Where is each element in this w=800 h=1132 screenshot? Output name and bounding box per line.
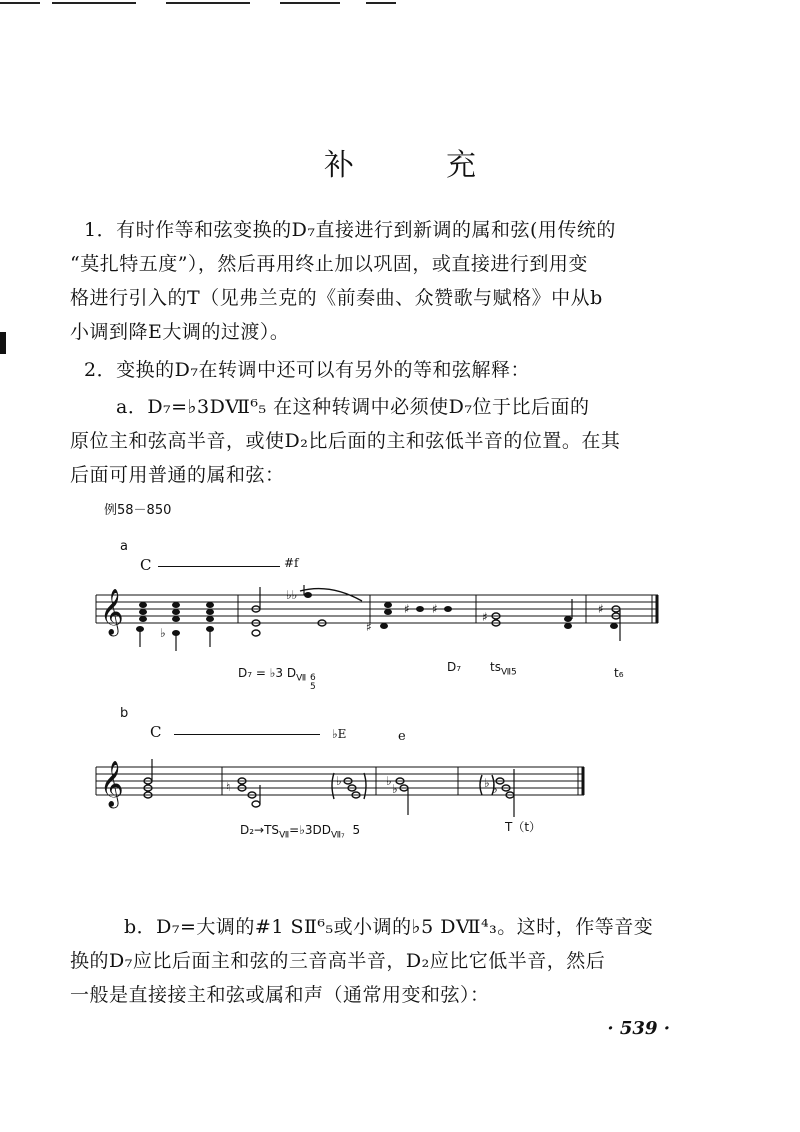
example-b-label: b [120, 706, 129, 721]
svg-text:♯: ♯ [404, 602, 410, 616]
svg-text:♭♭: ♭♭ [286, 588, 298, 602]
svg-text:𝄞: 𝄞 [100, 761, 124, 807]
analysis-a-2: D₇ [447, 660, 462, 674]
music-staff-a [0, 585, 800, 665]
svg-text:♭: ♭ [492, 782, 498, 796]
page-number: · 539 · [607, 1018, 670, 1039]
analysis-text: =♭3DD [289, 823, 331, 837]
header-rule [366, 2, 396, 4]
text-line: b．D₇=大调的#1 SⅡ⁶₅或小调的♭5 DⅦ⁴₃。这时，作等音变 [124, 916, 654, 938]
paragraph-a [70, 390, 710, 492]
svg-text:♯: ♯ [432, 602, 438, 616]
svg-text:♯: ♯ [482, 610, 488, 624]
text-line: “莫扎特五度”），然后再用终止加以巩固，或直接进行到用变 [70, 253, 588, 275]
analysis-text: D₂→TS [240, 823, 280, 837]
page-title [0, 140, 800, 184]
analysis-sub: Ⅶ5 [500, 667, 517, 678]
header-rule [280, 2, 340, 4]
analysis-sub: Ⅶ [279, 830, 290, 841]
key-from-label: C [150, 723, 162, 741]
svg-text:♯: ♯ [598, 602, 604, 616]
analysis-a-4: t₆ [614, 666, 624, 680]
analysis-text: 5 [352, 823, 361, 837]
title-char: 补 [324, 148, 354, 183]
paragraph-b [70, 910, 710, 1012]
analysis-sub: Ⅶ [296, 673, 307, 684]
text-line: 2．变换的D₇在转调中还可以有另外的等和弦解释： [84, 359, 530, 381]
analysis-a-3 [490, 660, 517, 677]
modulation-line [158, 566, 280, 567]
key-to-label: e [398, 729, 406, 744]
analysis-text: D₇ = ♭3 D [238, 666, 297, 680]
key-mid-label: ♭E [332, 727, 347, 741]
analysis-text: ts [490, 660, 501, 674]
svg-text:♭: ♭ [336, 774, 342, 788]
svg-text:♭: ♭ [484, 776, 490, 790]
text-line: 原位主和弦高半音，或使D₂比后面的主和弦低半音的位置。在其 [70, 430, 621, 452]
figure-top: 6 [310, 673, 316, 683]
analysis-b-1 [240, 823, 360, 840]
svg-text:𝄞: 𝄞 [100, 589, 124, 635]
text-line: 换的D₇应比后面主和弦的三音高半音，D₂应比它低半音，然后 [70, 950, 606, 972]
figure-bottom: 5 [310, 682, 316, 692]
text-line: 格进行引入的T（见弗兰克的《前奏曲、众赞歌与赋格》中从b [70, 287, 603, 309]
text-line: 小调到降E大调的过渡）。 [70, 321, 290, 343]
text-line: 后面可用普通的属和弦： [70, 464, 285, 486]
analysis-b-2: T（t） [505, 820, 542, 834]
svg-text:♮: ♮ [226, 780, 231, 794]
text-line: 一般是直接接主和弦或属和声（通常用变和弦）： [70, 984, 490, 1006]
example-a-label: a [120, 539, 128, 554]
modulation-line [174, 734, 320, 735]
svg-text:♯: ♯ [366, 620, 372, 634]
text-line: a．D₇=♭3DⅦ⁶₅ 在这种转调中必须使D₇位于比后面的 [116, 396, 590, 418]
analysis-sub: Ⅶ₇ [330, 830, 345, 841]
svg-text:♭: ♭ [386, 774, 392, 788]
paragraph-2 [70, 353, 710, 387]
key-from-label: C [140, 556, 152, 574]
margin-mark [0, 332, 6, 354]
header-rule [166, 2, 250, 4]
paragraph-1 [70, 213, 710, 349]
analysis-a-1 [238, 666, 316, 692]
svg-text:♭: ♭ [392, 782, 398, 796]
title-char: 充 [446, 148, 476, 183]
text-line: 1．有时作等和弦变换的D₇直接进行到新调的属和弦(用传统的 [84, 219, 616, 241]
header-rule [0, 2, 40, 4]
svg-text:♭: ♭ [160, 626, 166, 640]
example-label: 例58－850 [104, 503, 172, 518]
key-to-label: #f [284, 556, 299, 570]
header-rule [52, 2, 136, 4]
music-staff-b [0, 755, 800, 825]
